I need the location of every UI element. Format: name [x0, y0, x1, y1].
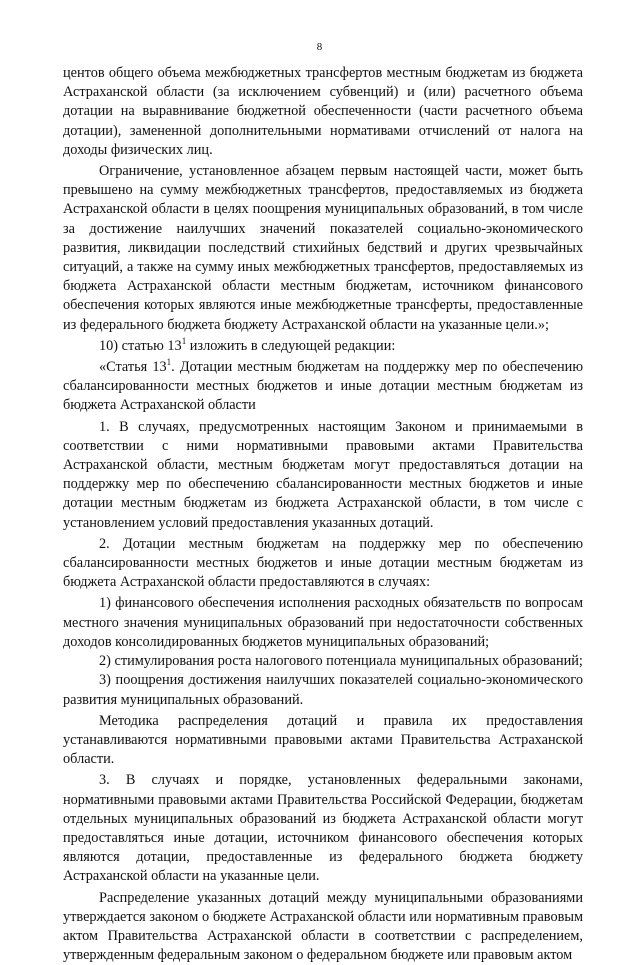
document-body: [63, 64, 583, 965]
paragraph: 3. В случаях и порядке, установленных федеральными законами, нормативными правовыми актами Правительства Российской Федерации, бюджетам отдельных муниципальных образований из бюджета Астраханской области могут предоставляться иные дотации, источником финансового обеспечения которых являются дотации, предоставленные из федерального бюджета бюджету Астраханской области на указанные цели.: [63, 772, 583, 885]
paragraph: 2. Дотации местным бюджетам на поддержку мер по обеспечению сбалансированности местных бюджетов и иные дотации местным бюджетам из бюджета Астраханской области предоставляются в случаях:: [63, 535, 583, 591]
amendment-item-text: изложить в следующей редакции:: [186, 337, 396, 354]
paragraph: Распределение указанных дотаций между муниципальными образованиями утверждается законом о бюджете Астраханской области или нормативным правовым актом Правительства Астраханской области в соответствии с распределением, утвержденным федеральным законом о федеральном бюджете или правовым актом: [63, 889, 583, 964]
amendment-item-text: 10) статью 13: [99, 337, 182, 354]
page-number: 8: [316, 41, 323, 53]
article-heading-text: «Статья 13: [99, 359, 167, 376]
amendment-item: [63, 337, 583, 356]
article-heading-text: . Дотации местным бюджетам на поддержку мер по обеспечению сбалансированности местных бюджетов и иные дотации местным бюджетам из бюджета Астраханской области: [63, 359, 583, 414]
paragraph: Методика распределения дотаций и правила их предоставления устанавливаются нормативными правовыми актами Правительства Астраханской области.: [63, 712, 583, 768]
article-heading: [63, 358, 583, 416]
list-item: 2) стимулирования роста налогового потенциала муниципальных образований;: [99, 653, 583, 670]
list-item: 1) финансового обеспечения исполнения расходных обязательств по вопросам местного значения муниципальных образований при недостаточности собственных доходов консолидированных бюджетов муниципальных образований;: [63, 595, 583, 650]
paragraph: Ограничение, установленное абзацем первым настоящей части, может быть превышено на сумму межбюджетных трансфертов, предоставляемых из бюджета Астраханской области в целях поощрения муниципальных образований, в том числе за достижение наилучших значений показателей социально-экономического развития, ликвидации последствий стихийных бедствий и других чрезвычайных ситуаций, а также на сумму иных межбюджетных трансфертов, предоставляемых из бюджета Астраханской области местным бюджетам, источником финансового обеспечения которых являются иные межбюджетные трансферты, предоставленные из федерального бюджета бюджету Астраханской области на указанные цели.»;: [63, 163, 583, 333]
superscript: 1: [181, 336, 187, 347]
superscript: 1: [166, 357, 172, 368]
paragraph: центов общего объема межбюджетных трансфертов местным бюджетам из бюджета Астраханской области (за исключением субвенций) и (или) расчетного объема дотации на выравнивание бюджетной обеспеченности (части расчетного объема дотации), замененной дополнительными нормативами отчислений от налога на доходы физических лиц.: [63, 65, 583, 158]
paragraph: 1. В случаях, предусмотренных настоящим Законом и принимаемыми в соответствии с ними нормативными правовыми актами Правительства Астраханской области, местным бюджетам могут предоставляться дотации на поддержку мер по обеспечению сбалансированности местных бюджетов и иные дотации местным бюджетам из бюджета Астраханской области, в том числе с установлением условий предоставления указанных дотаций.: [63, 418, 583, 531]
list-item: 3) поощрения достижения наилучших показателей социально-экономического развития муниципальных образований.: [63, 672, 583, 708]
